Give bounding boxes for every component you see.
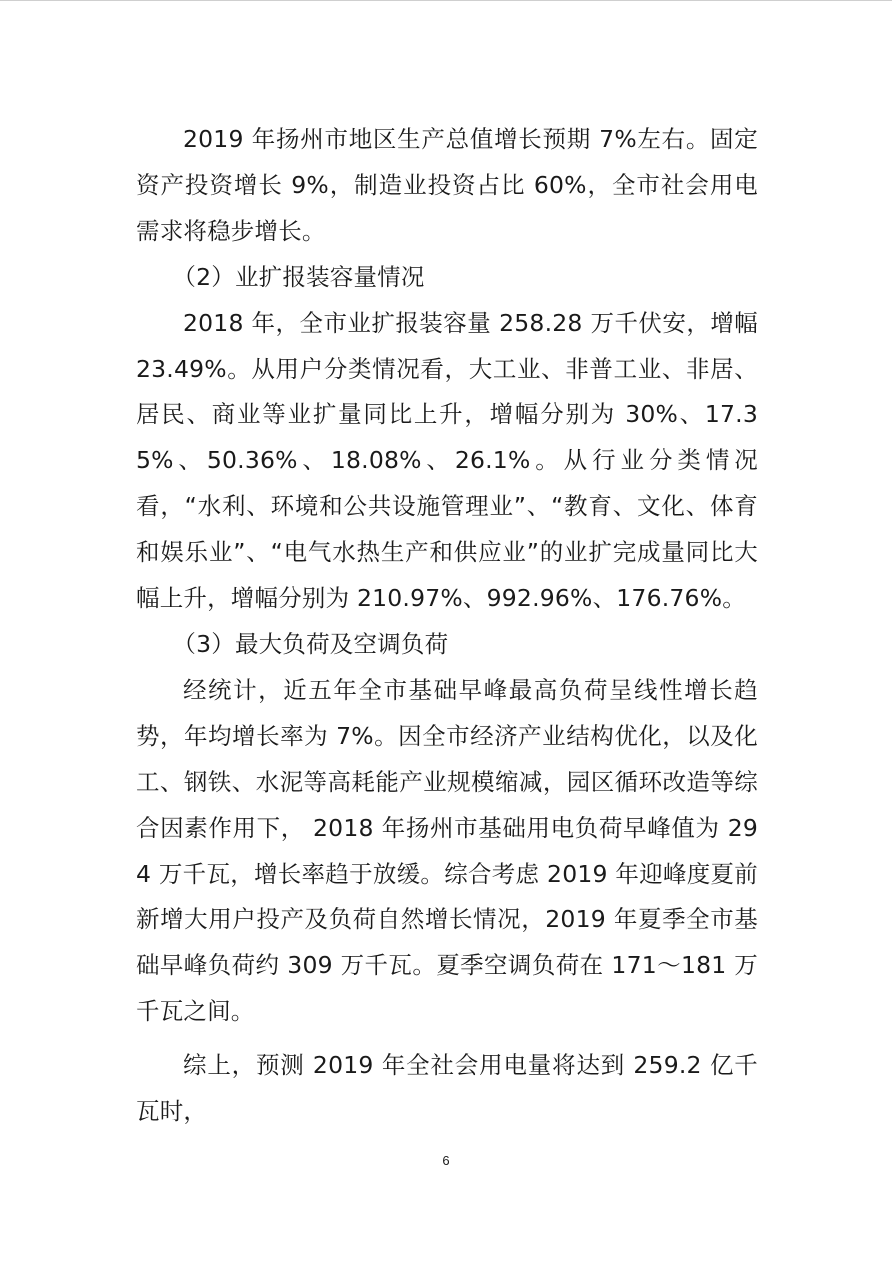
paragraph-capacity: 2018 年，全市业扩报装容量 258.28 万千伏安，增幅 23.49%。从用户分类情况看，大工业、非普工业、非居、居民、商业等业扩量同比上升，增幅分别为 30%、17.35%、50.36%、18.08%、26.1%。从行业分类情况看，“水利、环境和公共设施管理业”、“教育、文化、体育和娱乐业”、“电气水热生产和供应业”的业扩完成量同比大幅上升，增幅分别为 210.97%、992.96%、176.76%。 bbox=[136, 308, 758, 613]
paragraph-summary: 综上，预测 2019 年全社会用电量将达到 259.2 亿千瓦时， bbox=[136, 1051, 758, 1126]
body-text bbox=[136, 117, 758, 1135]
page-number: 6 bbox=[442, 1153, 450, 1168]
section-heading-capacity: （2）业扩报装容量情况 bbox=[172, 262, 425, 291]
paragraph-max-load: 经统计，近五年全市基础早峰最高负荷呈线性增长趋势，年均增长率为 7%。因全市经济产业结构优化，以及化工、钢铁、水泥等高耗能产业规模缩减，园区循环改造等综合因素作用下， 2018 年扬州市基础用电负荷早峰值为 294 万千瓦，增长率趋于放缓。综合考虑 2019 年迎峰度夏前新增大用户投产及负荷自然增长情况，2019 年夏季全市基础早峰负荷约 309 万千瓦。夏季空调负荷在 171～181 万千瓦之间。 bbox=[136, 675, 758, 1026]
section-heading-max-load: （3）最大负荷及空调负荷 bbox=[172, 629, 449, 658]
paragraph-gdp-forecast: 2019 年扬州市地区生产总值增长预期 7%左右。固定资产投资增长 9%，制造业投资占比 60%，全市社会用电需求将稳步增长。 bbox=[136, 125, 758, 245]
